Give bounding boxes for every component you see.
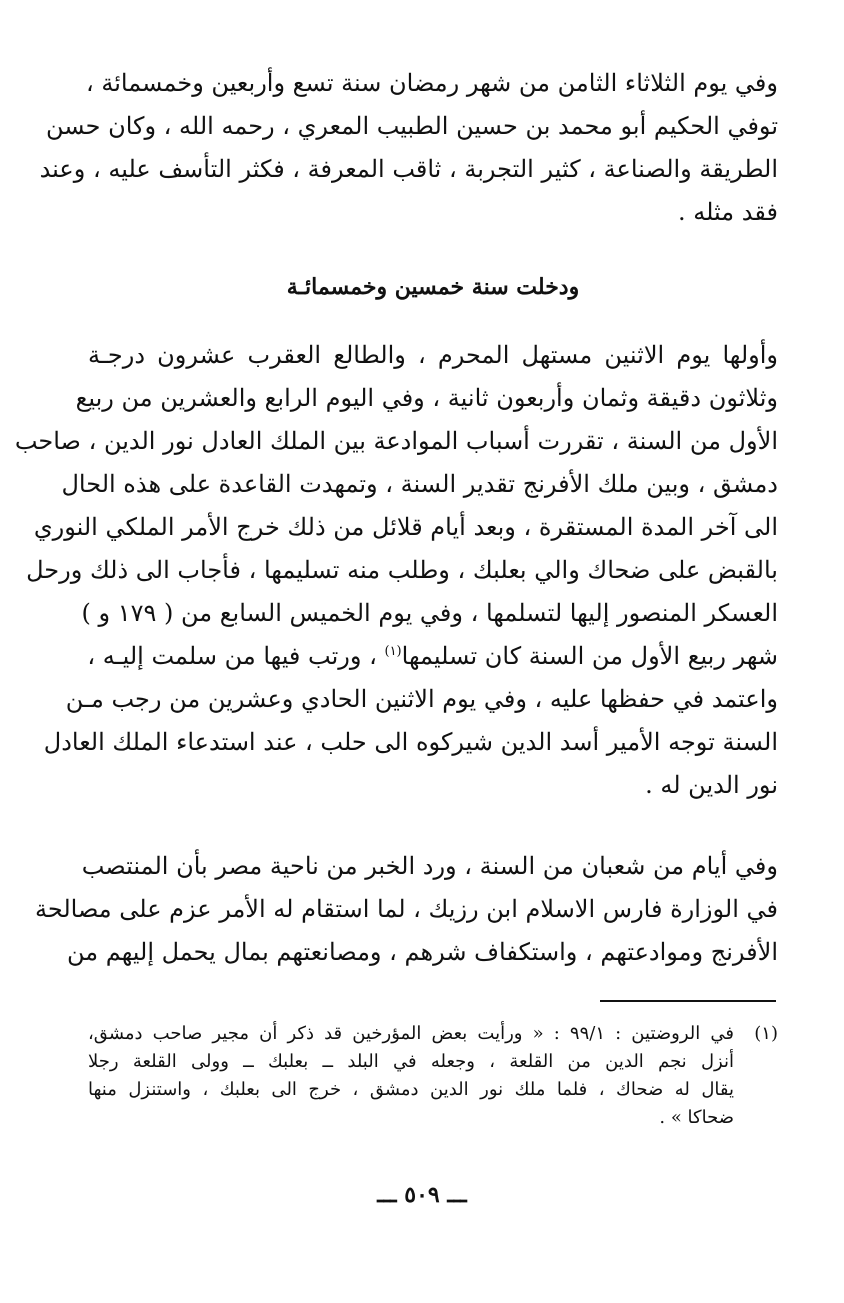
text-line: واعتمد في حفظها عليه ، وفي يوم الاثنين الحادي وعشرين من رجب مـن <box>65 685 778 713</box>
text-line: الأفرنج وموادعتهم ، واستكفاف شرهم ، ومصانعتهم بمال يحمل إليهم من <box>66 938 778 966</box>
page-number: ـــ ٥٠٩ ـــ <box>377 1182 467 1208</box>
footnote-separator <box>600 1000 776 1002</box>
page-body <box>14 62 778 974</box>
text-line: العسكر المنصور إليها لتسلمها ، وفي يوم الخميس السابع من ( ١٧٩ و ) <box>81 599 778 627</box>
line-part: شهر ربيع الأول من السنة كان تسليمها <box>401 642 778 670</box>
footnote-line: أنزل نجم الدين من القلعة ، وجعله في البلد ــ بعلبك ــ وولى القلعة رجلا <box>88 1051 734 1072</box>
text-line: وفي يوم الثلاثاء الثامن من شهر رمضان سنة تسع وأربعين وخمسمائة ، <box>85 69 778 97</box>
text-line: السنة توجه الأمير أسد الدين شيركوه الى حلب ، عند استدعاء الملك العادل <box>43 728 778 756</box>
text-line: وفي أيام من شعبان من السنة ، ورد الخبر من ناحية مصر بأن المنتصب <box>81 852 778 880</box>
text-line: توفي الحكيم أبو محمد بن حسين الطبيب المعري ، رحمه الله ، وكان حسن <box>45 112 778 140</box>
text-line: الى آخر المدة المستقرة ، وبعد أيام قلائل من ذلك خرج الأمر الملكي النوري <box>33 513 778 541</box>
footnote-marker[interactable]: (١) <box>384 644 402 659</box>
footnote <box>88 1020 778 1132</box>
section-heading: ودخلت سنة خمسين وخمسمائـة <box>286 274 580 300</box>
text-line: الأول من السنة ، تقررت أسباب الموادعة بين الملك العادل نور الدين ، صاحب <box>14 427 778 455</box>
footnote-line: يقال له ضحاك ، فلما ملك نور الدين دمشق ، خرج الى بعلبك ، واستنزل منها <box>88 1079 734 1100</box>
footnote-line: في الروضتين : ٩٩/١ : « ورأيت بعض المؤرخين قد ذكر أن مجير صاحب دمشق، <box>88 1023 735 1044</box>
paragraph-3 <box>34 845 778 974</box>
text-line: دمشق ، وبين ملك الأفرنج تقدير السنة ، وتمهدت القاعدة على هذه الحال <box>61 470 778 498</box>
text-line: وأولها يوم الاثنين مستهل المحرم ، والطالع العقرب عشرون درجـة <box>88 341 778 369</box>
text-line: وثلاثون دقيقة وثمان وأربعون ثانية ، وفي اليوم الرابع والعشرين من ربيع <box>75 384 778 412</box>
text-line: فقد مثله . <box>677 198 778 226</box>
footnote-line: ضحاكا » . <box>659 1107 734 1128</box>
text-line: الطريقة والصناعة ، كثير التجربة ، ثاقب المعرفة ، فكثر التأسف عليه ، وعند <box>39 155 778 183</box>
footnote-body <box>88 1020 734 1132</box>
paragraph-1 <box>39 62 778 234</box>
text-line: بالقبض على ضحاك والي بعلبك ، وطلب منه تسليمها ، فأجاب الى ذلك ورحل <box>26 556 778 584</box>
paragraph-gap <box>88 807 778 845</box>
line-part: ، ورتب فيها من سلمت إليـه ، <box>87 642 377 670</box>
footnote-number: (١) <box>754 1023 778 1044</box>
text-line-with-footnote <box>88 635 778 678</box>
paragraph-2 <box>14 334 778 807</box>
text-line: في الوزارة فارس الاسلام ابن رزيك ، لما استقام له الأمر عزم على مصالحة <box>34 895 778 923</box>
text-line: نور الدين له . <box>645 771 778 799</box>
